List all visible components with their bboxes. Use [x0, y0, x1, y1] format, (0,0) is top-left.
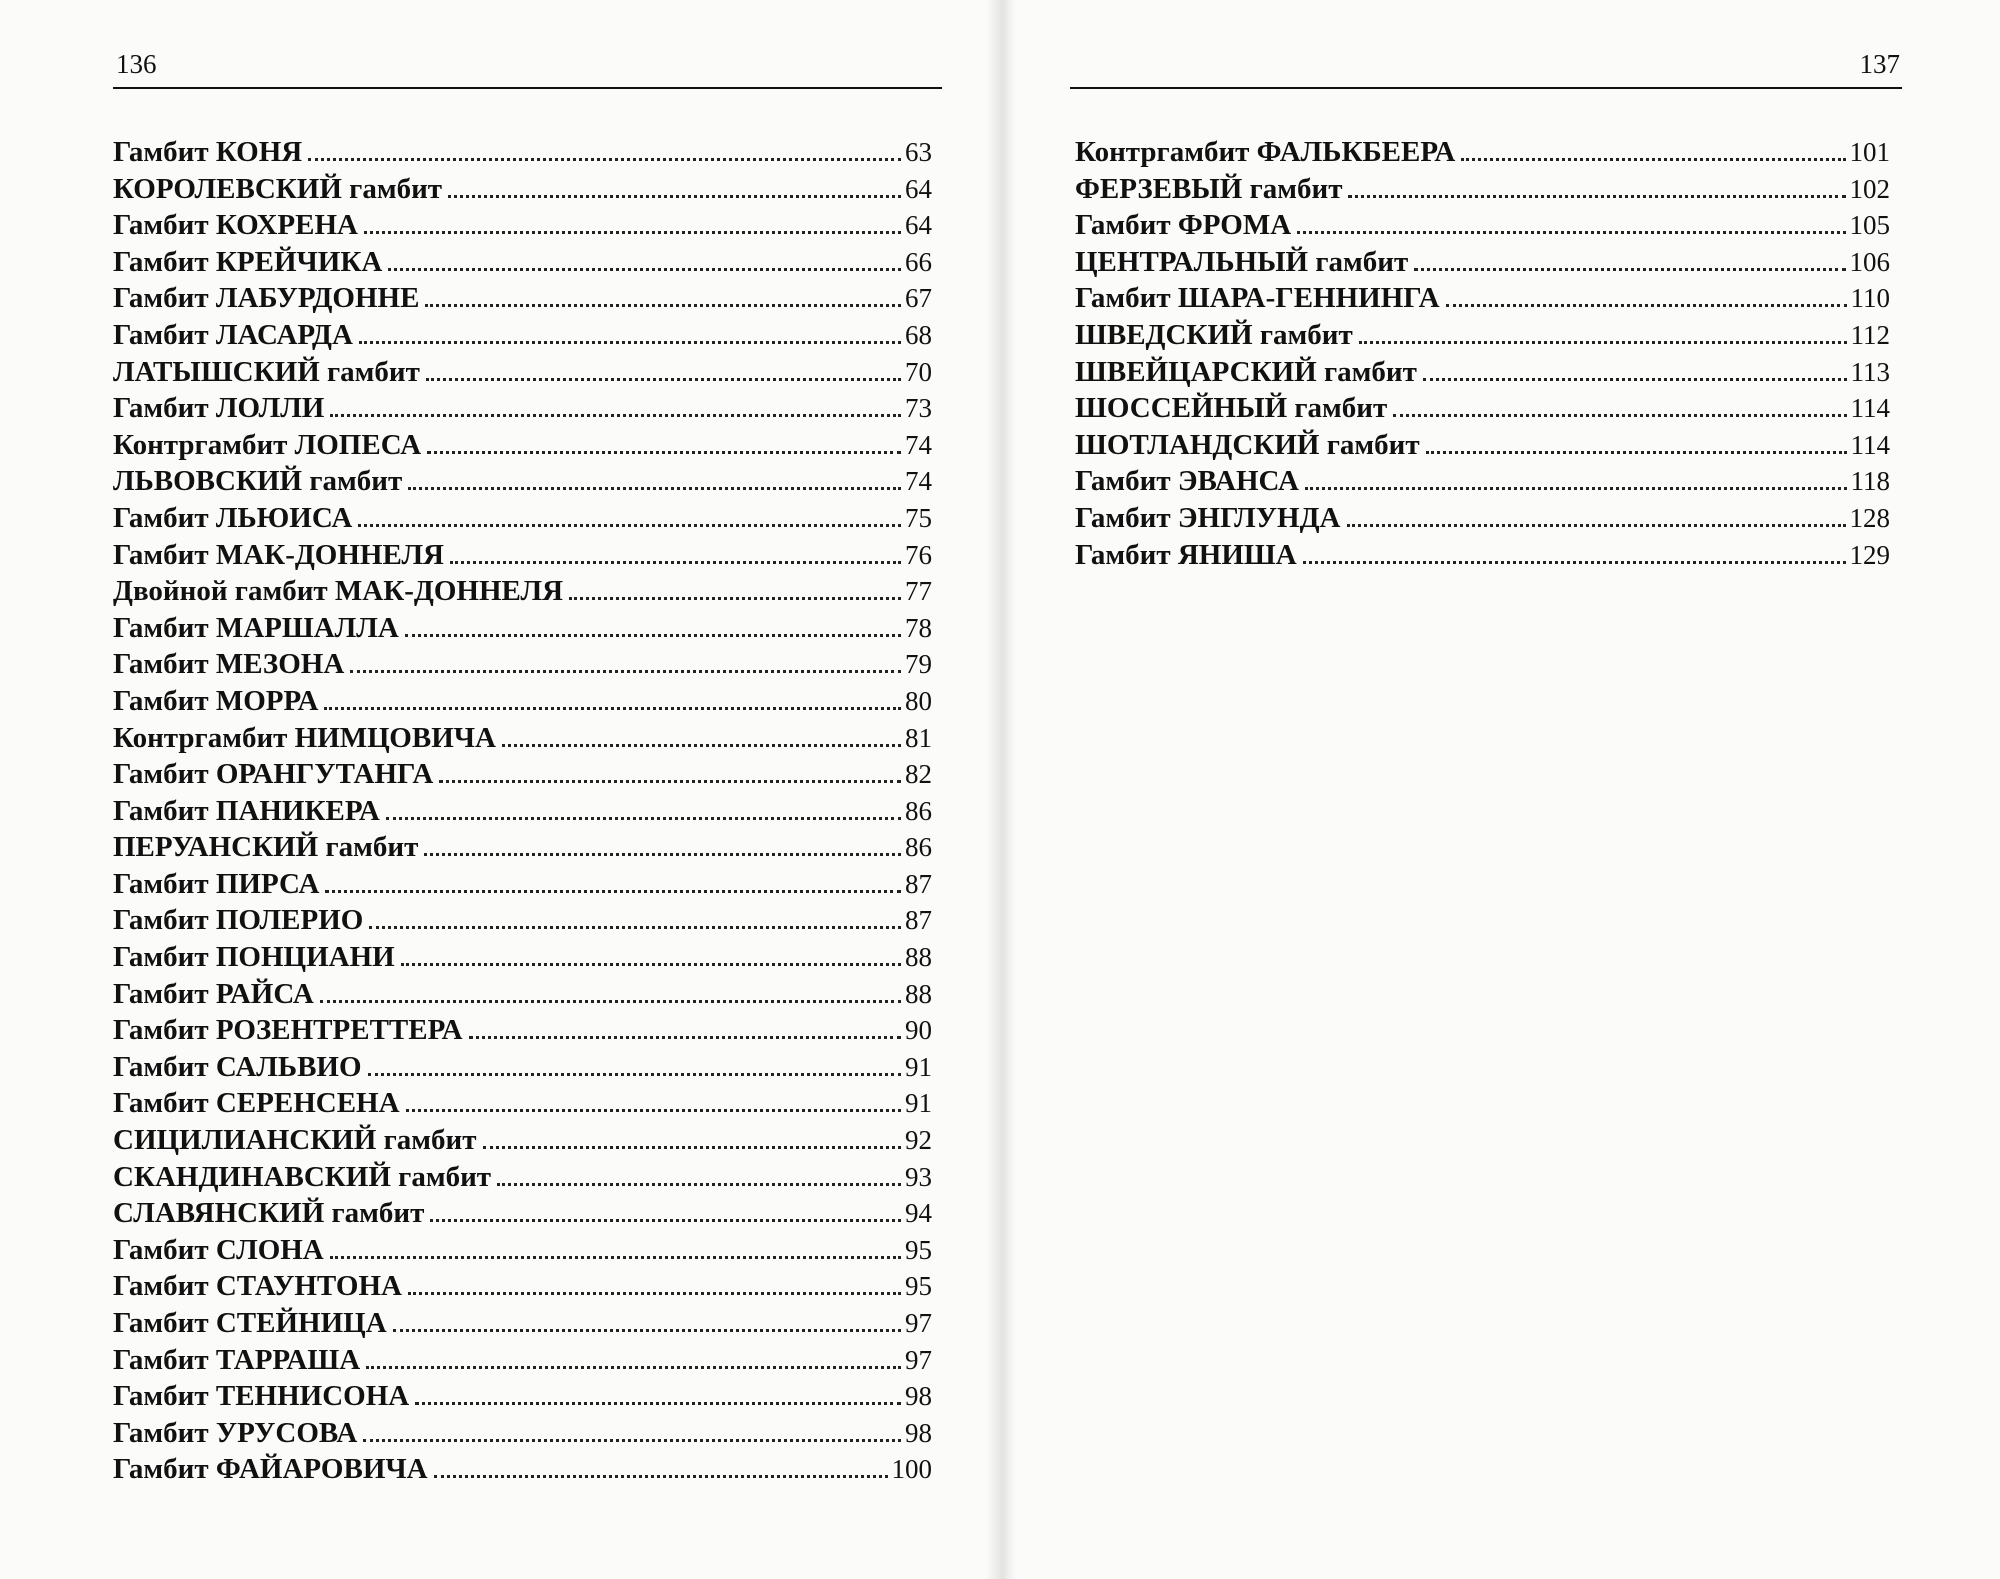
dot-leader [1414, 267, 1845, 271]
toc-entry-page-number: 70 [905, 356, 932, 387]
toc-entry-title: Гамбит МЕЗОНА [113, 648, 345, 681]
right-page [1016, 0, 2000, 1579]
toc-entry-title: Гамбит МАК-ДОННЕЛЯ [113, 538, 444, 571]
toc-entry-title: Гамбит МОРРА [113, 684, 319, 717]
dot-leader [405, 633, 901, 637]
toc-entry-title: Гамбит ЛАБУРДОННЕ [113, 282, 420, 315]
toc-entry [113, 1012, 932, 1049]
dot-leader [1305, 486, 1847, 490]
toc-entry-page-number: 95 [905, 1271, 932, 1302]
toc-entry [113, 1159, 932, 1196]
toc-entry [113, 646, 932, 683]
toc-entry [113, 1195, 932, 1232]
dot-leader [1423, 377, 1847, 381]
toc-entry [1075, 280, 1890, 317]
toc-entry-title: ЛЬВОВСКИЙ гамбит [113, 465, 403, 498]
toc-entry [113, 756, 932, 793]
toc-entry-page-number: 74 [905, 429, 932, 460]
toc-entry [1075, 317, 1890, 354]
dot-leader [324, 706, 901, 710]
left-page [0, 0, 986, 1579]
toc-entry-page-number: 90 [905, 1015, 932, 1046]
toc-entry-title: Гамбит РОЗЕНТРЕТТЕРА [113, 1014, 463, 1047]
dot-leader [366, 1365, 901, 1369]
toc-entry [113, 500, 932, 537]
toc-entry [113, 866, 932, 903]
toc-entry-title: Гамбит ПОНЦИАНИ [113, 941, 395, 974]
toc-entry [113, 1305, 932, 1342]
toc-entry [113, 720, 932, 757]
dot-leader [1348, 194, 1845, 198]
dot-leader [320, 999, 901, 1003]
toc-entry [1075, 390, 1890, 427]
page-number-left: 136 [116, 49, 157, 79]
dot-leader [424, 852, 901, 856]
toc-entry-title: Гамбит МАРШАЛЛА [113, 611, 399, 644]
toc-entry-title: Контргамбит ФАЛЬКБЕЕРА [1075, 136, 1456, 168]
toc-entry-page-number: 114 [1850, 393, 1890, 424]
toc-entry-page-number: 106 [1849, 246, 1890, 277]
toc-entry [113, 134, 932, 171]
toc-entry [113, 171, 932, 208]
toc-entry-title: Гамбит РАЙСА [113, 977, 314, 1010]
toc-entry-title: ЦЕНТРАЛЬНЫЙ гамбит [1075, 245, 1409, 278]
toc-entry-page-number: 91 [905, 1088, 932, 1119]
toc-entry-title: ШОТЛАНДСКИЙ гамбит [1075, 428, 1420, 461]
page-number-right: 137 [1859, 49, 1900, 79]
toc-entry-page-number: 87 [905, 905, 932, 936]
toc-entry-page-number: 114 [1850, 429, 1890, 460]
dot-leader [439, 779, 901, 783]
toc-entry-page-number: 73 [905, 393, 932, 424]
toc-entry [113, 1342, 932, 1379]
dot-leader [1446, 303, 1847, 307]
toc-entry [113, 1085, 932, 1122]
toc-entry-page-number: 80 [905, 685, 932, 716]
toc-entry-page-number: 64 [905, 210, 932, 241]
dot-leader [401, 962, 901, 966]
toc-entry-page-number: 86 [905, 795, 932, 826]
toc-entry [113, 244, 932, 281]
toc-entry-title: Гамбит КРЕЙЧИКА [113, 245, 383, 278]
toc-entry [113, 1415, 932, 1452]
toc-entry [113, 537, 932, 574]
toc-entry-title: Двойной гамбит МАК-ДОННЕЛЯ [113, 575, 564, 608]
toc-entry-title: Контргамбит ЛОПЕСА [113, 428, 422, 461]
dot-leader [569, 596, 901, 600]
toc-entry-page-number: 78 [905, 612, 932, 643]
dot-leader [430, 1218, 901, 1222]
dot-leader [330, 1255, 901, 1259]
toc-entry-page-number: 77 [905, 576, 932, 607]
toc-entry-page-number: 86 [905, 832, 932, 863]
toc-entry-title: ШОССЕЙНЫЙ гамбит [1075, 392, 1388, 425]
toc-entry [1075, 207, 1890, 244]
toc-entry-page-number: 63 [905, 137, 932, 167]
toc-entry [113, 354, 932, 391]
toc-entry-title: Гамбит УРУСОВА [113, 1416, 358, 1449]
dot-leader [1393, 413, 1846, 417]
dot-leader [406, 1108, 901, 1112]
toc-entry-page-number: 110 [1850, 283, 1890, 314]
dot-leader [426, 377, 901, 381]
toc-entry-title: Гамбит СЕРЕНСЕНА [113, 1087, 400, 1120]
toc-entry [1075, 354, 1890, 391]
toc-entry-title: Гамбит ЛОЛЛИ [113, 392, 325, 425]
toc-entry [113, 427, 932, 464]
toc-entry-page-number: 67 [905, 283, 932, 314]
toc-entry-page-number: 66 [905, 246, 932, 277]
toc-entry-title: Гамбит ПОЛЕРИО [113, 904, 364, 937]
toc-entry [1075, 463, 1890, 500]
toc-entry-page-number: 93 [905, 1161, 932, 1192]
toc-entry-page-number: 100 [891, 1454, 932, 1485]
toc-entry-page-number: 98 [905, 1381, 932, 1412]
toc-entry-page-number: 112 [1850, 319, 1890, 350]
toc-list-left [113, 134, 932, 1488]
toc-entry-title: ШВЕЙЦАРСКИЙ гамбит [1075, 355, 1417, 388]
toc-entry-title: Гамбит ЛАСАРДА [113, 318, 353, 351]
toc-entry-title: Гамбит ТЕННИСОНА [113, 1380, 410, 1413]
toc-entry [113, 683, 932, 720]
toc-entry [113, 1122, 932, 1159]
toc-entry [1075, 427, 1890, 464]
dot-leader [497, 1182, 901, 1186]
toc-entry [113, 573, 932, 610]
toc-entry [1075, 171, 1890, 208]
toc-entry [113, 793, 932, 830]
dot-leader [330, 413, 901, 417]
toc-entry-page-number: 79 [905, 649, 932, 680]
toc-entry-page-number: 98 [905, 1417, 932, 1448]
toc-entry-title: Гамбит ПИРСА [113, 867, 320, 900]
dot-leader [363, 1438, 901, 1442]
toc-entry-title: Гамбит КОХРЕНА [113, 209, 358, 242]
header-rule-right [1070, 87, 1902, 89]
dot-leader [369, 925, 901, 929]
toc-entry-title: Гамбит ШАРА-ГЕННИНГА [1075, 282, 1440, 315]
toc-entry-title: Гамбит ПАНИКЕРА [113, 794, 380, 827]
dot-leader [469, 1035, 901, 1039]
toc-entry [113, 902, 932, 939]
toc-entry-page-number: 87 [905, 868, 932, 899]
toc-entry-page-number: 91 [905, 1051, 932, 1082]
toc-entry-page-number: 64 [905, 173, 932, 204]
toc-entry [1075, 500, 1890, 537]
toc-entry-title: Гамбит КОНЯ [113, 136, 303, 168]
toc-entry-page-number: 97 [905, 1344, 932, 1375]
toc-entry-page-number: 68 [905, 319, 932, 350]
toc-entry [113, 463, 932, 500]
toc-entry-page-number: 102 [1849, 173, 1890, 204]
dot-leader [425, 303, 901, 307]
toc-entry-title: Гамбит ЭНГЛУНДА [1075, 501, 1341, 534]
toc-entry-title: Контргамбит НИМЦОВИЧА [113, 721, 496, 754]
toc-entry-title: КОРОЛЕВСКИЙ гамбит [113, 172, 443, 205]
toc-entry-title: Гамбит ЯНИША [1075, 538, 1297, 571]
toc-entry [113, 1232, 932, 1269]
toc-entry-title: Гамбит ФАЙАРОВИЧА [113, 1453, 428, 1486]
dot-leader [450, 560, 901, 564]
toc-entry-title: Гамбит ТАРРАША [113, 1343, 361, 1376]
toc-entry-page-number: 105 [1849, 210, 1890, 241]
toc-entry [113, 610, 932, 647]
toc-entry [113, 829, 932, 866]
dot-leader [1359, 340, 1847, 344]
dot-leader [408, 486, 901, 490]
toc-entry-title: СИЦИЛИАНСКИЙ гамбит [113, 1124, 477, 1157]
toc-entry-title: Гамбит СЛОНА [113, 1233, 324, 1266]
header-rule-left [113, 87, 942, 89]
toc-entry-page-number: 92 [905, 1125, 932, 1156]
toc-entry-page-number: 128 [1849, 502, 1890, 533]
book-gutter [986, 0, 1016, 1579]
dot-leader [386, 816, 901, 820]
dot-leader [1347, 523, 1846, 527]
toc-entry-page-number: 88 [905, 978, 932, 1009]
toc-entry [1075, 134, 1890, 171]
dot-leader [308, 157, 901, 161]
toc-entry [1075, 537, 1890, 574]
toc-entry [113, 939, 932, 976]
toc-entry-page-number: 95 [905, 1234, 932, 1265]
dot-leader [483, 1145, 902, 1149]
toc-entry-page-number: 129 [1849, 539, 1890, 570]
toc-list-right [1075, 134, 1890, 573]
toc-entry-page-number: 118 [1850, 466, 1890, 497]
toc-entry-page-number: 74 [905, 466, 932, 497]
dot-leader [1303, 560, 1846, 564]
toc-entry-page-number: 82 [905, 759, 932, 790]
toc-entry-title: ПЕРУАНСКИЙ гамбит [113, 831, 419, 864]
toc-entry [113, 207, 932, 244]
toc-entry-title: Гамбит СТАУНТОНА [113, 1270, 402, 1303]
toc-entry [113, 280, 932, 317]
dot-leader [1461, 157, 1845, 161]
toc-entry [113, 390, 932, 427]
toc-entry-title: Гамбит СТЕЙНИЦА [113, 1307, 387, 1339]
dot-leader [415, 1401, 901, 1405]
toc-entry-title: Гамбит ФРОМА [1075, 209, 1292, 242]
toc-entry-page-number: 97 [905, 1308, 932, 1338]
dot-leader [427, 450, 901, 454]
toc-entry-title: Гамбит ЛЬЮИСА [113, 501, 353, 534]
toc-entry [113, 317, 932, 354]
dot-leader [1426, 450, 1847, 454]
dot-leader [408, 1291, 901, 1295]
toc-entry-page-number: 113 [1850, 356, 1890, 387]
dot-leader [434, 1474, 888, 1478]
dot-leader [350, 669, 901, 673]
dot-leader [359, 340, 901, 344]
toc-entry [113, 1378, 932, 1415]
toc-entry-title: ШВЕДСКИЙ гамбит [1075, 318, 1353, 351]
toc-entry-title: Гамбит ЭВАНСА [1075, 465, 1299, 498]
toc-entry-title: ФЕРЗЕВЫЙ гамбит [1075, 172, 1343, 205]
toc-entry-title: СКАНДИНАВСКИЙ гамбит [113, 1160, 492, 1193]
toc-entry-title: Гамбит ОРАНГУТАНГА [113, 758, 434, 791]
toc-entry [113, 1451, 932, 1488]
toc-entry [113, 1268, 932, 1305]
toc-entry-title: ЛАТЫШСКИЙ гамбит [113, 355, 420, 388]
dot-leader [368, 1072, 901, 1076]
toc-entry-page-number: 75 [905, 502, 932, 533]
dot-leader [364, 230, 901, 234]
dot-leader [1297, 230, 1845, 234]
toc-entry [1075, 244, 1890, 281]
dot-leader [325, 889, 901, 893]
toc-entry-page-number: 88 [905, 942, 932, 973]
dot-leader [358, 523, 901, 527]
toc-entry-page-number: 94 [905, 1198, 932, 1229]
dot-leader [502, 743, 901, 747]
toc-entry-title: Гамбит САЛЬВИО [113, 1050, 362, 1083]
toc-entry-title: СЛАВЯНСКИЙ гамбит [113, 1197, 425, 1230]
toc-entry [113, 1049, 932, 1086]
toc-entry-page-number: 101 [1849, 137, 1890, 167]
dot-leader [393, 1328, 901, 1332]
toc-entry-page-number: 81 [905, 722, 932, 753]
toc-entry [113, 976, 932, 1013]
dot-leader [388, 267, 901, 271]
toc-entry-page-number: 76 [905, 539, 932, 570]
dot-leader [448, 194, 901, 198]
